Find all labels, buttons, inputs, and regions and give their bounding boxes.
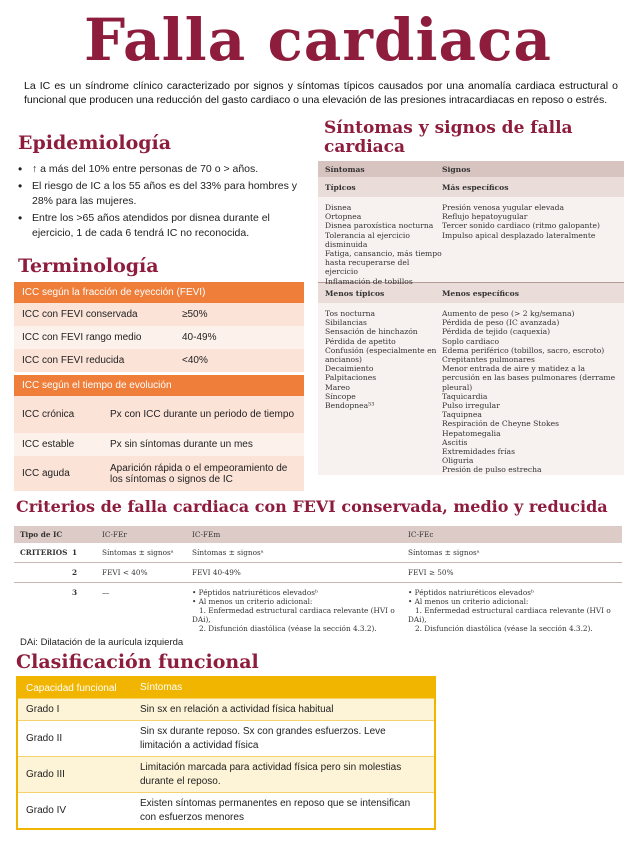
terminology-heading: Terminología	[18, 255, 159, 277]
grade-description: Existen síntomas permanentes en reposo que se intensifican con esfuerzos menores	[140, 797, 411, 823]
list-item: Oliguria	[442, 456, 474, 466]
table-row	[14, 433, 304, 456]
list-item: Presión venosa yugular elevada	[442, 203, 565, 212]
functional-table-header	[18, 678, 434, 698]
intro-paragraph: La IC es un síndrome clínico caracterizado por signos y síntomas típicos causados por una anomalía cardiaca estructural o funcional que producen una reducción del gasto cardiaco o una elevación de las presiones intracardiacas en reposo o estrés.	[24, 80, 618, 106]
functional-table	[16, 676, 436, 830]
less-typical-body	[318, 303, 624, 475]
list-item: Tercer sonido cardiaco (ritmo galopante)	[442, 221, 600, 231]
grade-label: Grado IV	[26, 805, 67, 816]
list-item: Confusión (especialmente en ancianos)	[325, 345, 437, 365]
criteria-number: 3	[72, 588, 78, 597]
list-item: Pulso irregular	[442, 401, 500, 411]
list-item: Disnea	[325, 203, 352, 212]
list-item: Taquipnea	[442, 410, 482, 420]
less-typical-subheader	[318, 283, 624, 303]
list-item: Crepitantes pulmonares	[442, 355, 535, 365]
criteria-fem-cell: FEVI 40-49%	[192, 568, 241, 577]
criteria-fec-cell: Síntomas ± signosᵃ	[408, 548, 480, 557]
col-tipo: Tipo de IC	[20, 530, 63, 539]
evolution-label: ICC estable	[14, 433, 102, 456]
typical-signs-list	[442, 203, 624, 278]
less-typical-symptoms-list	[318, 309, 442, 471]
col-symptoms: Síntomas	[140, 682, 183, 693]
criteria-number: 1	[72, 548, 78, 557]
col-sintomas: Síntomas	[325, 164, 365, 174]
grade-label: Grado II	[26, 733, 63, 744]
fevi-label: ICC con FEVI rango medio	[14, 326, 174, 349]
grade-label: Grado I	[26, 704, 60, 715]
table-row	[18, 792, 434, 828]
list-item: Pérdida de tejido (caquexia)	[442, 327, 551, 337]
list-item: Sensación de hinchazón	[325, 327, 418, 337]
list-item: • Entre los >65 años atendidos por disnea durante el ejercicio, 1 de cada 6 tendrá IC no reconocida.	[18, 211, 308, 242]
dai-footnote: DAi: Dilatación de la aurícula izquierda	[20, 637, 184, 648]
grade-description: Sin sx durante reposo. Sx con grandes esfuerzos. Leve limitación a actividad física	[140, 725, 386, 751]
list-item: Taquicardia	[442, 391, 488, 401]
page-title: Falla cardiaca	[84, 6, 552, 74]
grade-label: Grado III	[26, 769, 65, 780]
fevi-table	[14, 282, 304, 372]
criteria-row-label: CRITERIOS	[20, 548, 68, 557]
table-row	[14, 583, 622, 638]
list-item: Inflamación de tobillos	[325, 276, 413, 286]
list-item: Tos nocturna	[325, 309, 376, 318]
functional-heading: Clasificación funcional	[16, 651, 259, 673]
evolution-label: ICC aguda	[14, 456, 102, 491]
fevi-value: 40-49%	[174, 326, 304, 349]
criteria-fec-cell: FEVI ≥ 50%	[408, 568, 454, 577]
list-item: Sibilancias	[325, 318, 367, 328]
table-row	[14, 396, 304, 433]
epidemiology-heading: Epidemiología	[18, 132, 172, 154]
list-item: Pérdida de apetito	[325, 336, 396, 346]
table-row	[14, 543, 622, 563]
table-row	[18, 698, 434, 720]
criteria-fec-cell: • Péptidos natriuréticos elevadosᵇ • Al menos un criterio adicional: 1. Enfermedad estructural cardiaca relevante (HVI o DAi), 2. Disfunción diastólica (véase la sección 4.3.2).	[408, 588, 611, 633]
list-item: Bendopnea⁵³	[325, 401, 375, 411]
fevi-label: ICC con FEVI reducida	[14, 349, 174, 372]
typical-subheader	[318, 177, 624, 197]
evolution-table-header: ICC según el tiempo de evolución	[14, 375, 304, 396]
typical-symptoms-list	[318, 203, 442, 286]
criteria-heading: Criterios de falla cardiaca con FEVI conservada, medio y reducida	[16, 497, 608, 516]
evolution-value: Px sin síntomas durante un mes	[102, 433, 304, 456]
fevi-table-header: ICC según la fracción de eyección (FEVI)	[14, 282, 304, 303]
fevi-value: <40%	[174, 349, 304, 372]
fevi-value: ≥50%	[174, 303, 304, 326]
evolution-value: Aparición rápida o el empeoramiento de los síntomas o signos de IC	[102, 456, 304, 491]
grade-description: Limitación marcada para actividad física pero sin molestias durante el reposo.	[140, 761, 402, 787]
col-capacity: Capacidad funcional	[26, 682, 117, 694]
specific-label: Más específicos	[442, 182, 509, 192]
table-row	[14, 349, 304, 372]
list-item: Soplo cardiaco	[442, 336, 500, 346]
epidemiology-list	[18, 162, 308, 243]
less-typical-label: Menos típicos	[325, 288, 385, 298]
evolution-value: Px con ICC durante un periodo de tiempo	[102, 396, 304, 433]
criteria-number: 2	[72, 568, 78, 577]
less-specific-label: Menos específicos	[442, 288, 519, 298]
fevi-label: ICC con FEVI conservada	[14, 303, 174, 326]
list-item: Ortopnea	[325, 212, 362, 222]
criteria-table-header	[14, 526, 622, 543]
criteria-fer-cell: FEVI < 40%	[102, 568, 148, 577]
list-item: Pérdida de peso (IC avanzada)	[442, 318, 560, 328]
list-item: Hepatomegalia	[442, 428, 501, 438]
criteria-table	[14, 526, 622, 638]
list-item: Menor entrada de aire y matidez a la percusión en las bases pulmonares (derrame pleural)	[442, 364, 616, 392]
criteria-fem-cell: • Péptidos natriuréticos elevadosᵇ • Al menos un criterio adicional: 1. Enfermedad estructural cardiaca relevante (HVI o DAi), 2. Disfunción diastólica (véase la sección 4.3.2).	[192, 588, 395, 633]
col-fer: IC-FEr	[102, 530, 127, 539]
table-row	[14, 303, 304, 326]
list-item: Mareo	[325, 382, 350, 392]
list-item: Aumento de peso (> 2 kg/semana)	[442, 309, 575, 318]
symptoms-heading: Síntomas y signos de falla cardiaca	[324, 118, 573, 157]
list-item: Decaimiento	[325, 364, 374, 374]
list-item: Ascitis	[442, 437, 468, 447]
list-item: Presión de pulso estrecha	[442, 465, 542, 475]
criteria-fer-cell: Síntomas ± signosᵃ	[102, 548, 174, 557]
list-item: • El riesgo de IC a los 55 años es del 33% para hombres y 28% para las mujeres.	[18, 179, 308, 210]
col-signos: Signos	[442, 164, 471, 174]
col-fec: IC-FEc	[408, 530, 434, 539]
list-item: • ↑ a más del 10% entre personas de 70 o > años.	[18, 162, 308, 178]
typical-body	[318, 197, 624, 286]
table-row	[14, 563, 622, 583]
table-row	[14, 326, 304, 349]
list-item: Tolerancia al ejercicio disminuida	[325, 230, 410, 249]
list-item: Fatiga, cansancio, más tiempo hasta recuperarse del ejercicio	[325, 249, 442, 277]
table-row	[18, 720, 434, 756]
table-row	[14, 456, 304, 491]
criteria-fem-cell: Síntomas ± signosᵃ	[192, 548, 264, 557]
symptoms-table	[318, 161, 624, 475]
evolution-label: ICC crónica	[14, 396, 102, 433]
list-item: Edema periférico (tobillos, sacro, escroto)	[442, 345, 605, 355]
criteria-fer-cell: —	[102, 588, 110, 597]
symptoms-table-header	[318, 161, 624, 177]
list-item: Extremidades frías	[442, 447, 515, 457]
less-specific-signs-list	[442, 309, 624, 475]
list-item: Impulso apical desplazado lateralmente	[442, 230, 596, 240]
table-row	[18, 756, 434, 792]
grade-description: Sin sx en relación a actividad física habitual	[140, 703, 334, 715]
list-item: Disnea paroxística nocturna	[325, 221, 434, 231]
list-item: Palpitaciones	[325, 373, 377, 383]
typical-label: Típicos	[325, 182, 356, 192]
col-fem: IC-FEm	[192, 530, 221, 539]
evolution-table	[14, 375, 304, 491]
list-item: Reflujo hepatoyugular	[442, 212, 528, 222]
list-item: Síncope	[325, 391, 356, 401]
list-item: Respiración de Cheyne Stokes	[442, 419, 559, 429]
